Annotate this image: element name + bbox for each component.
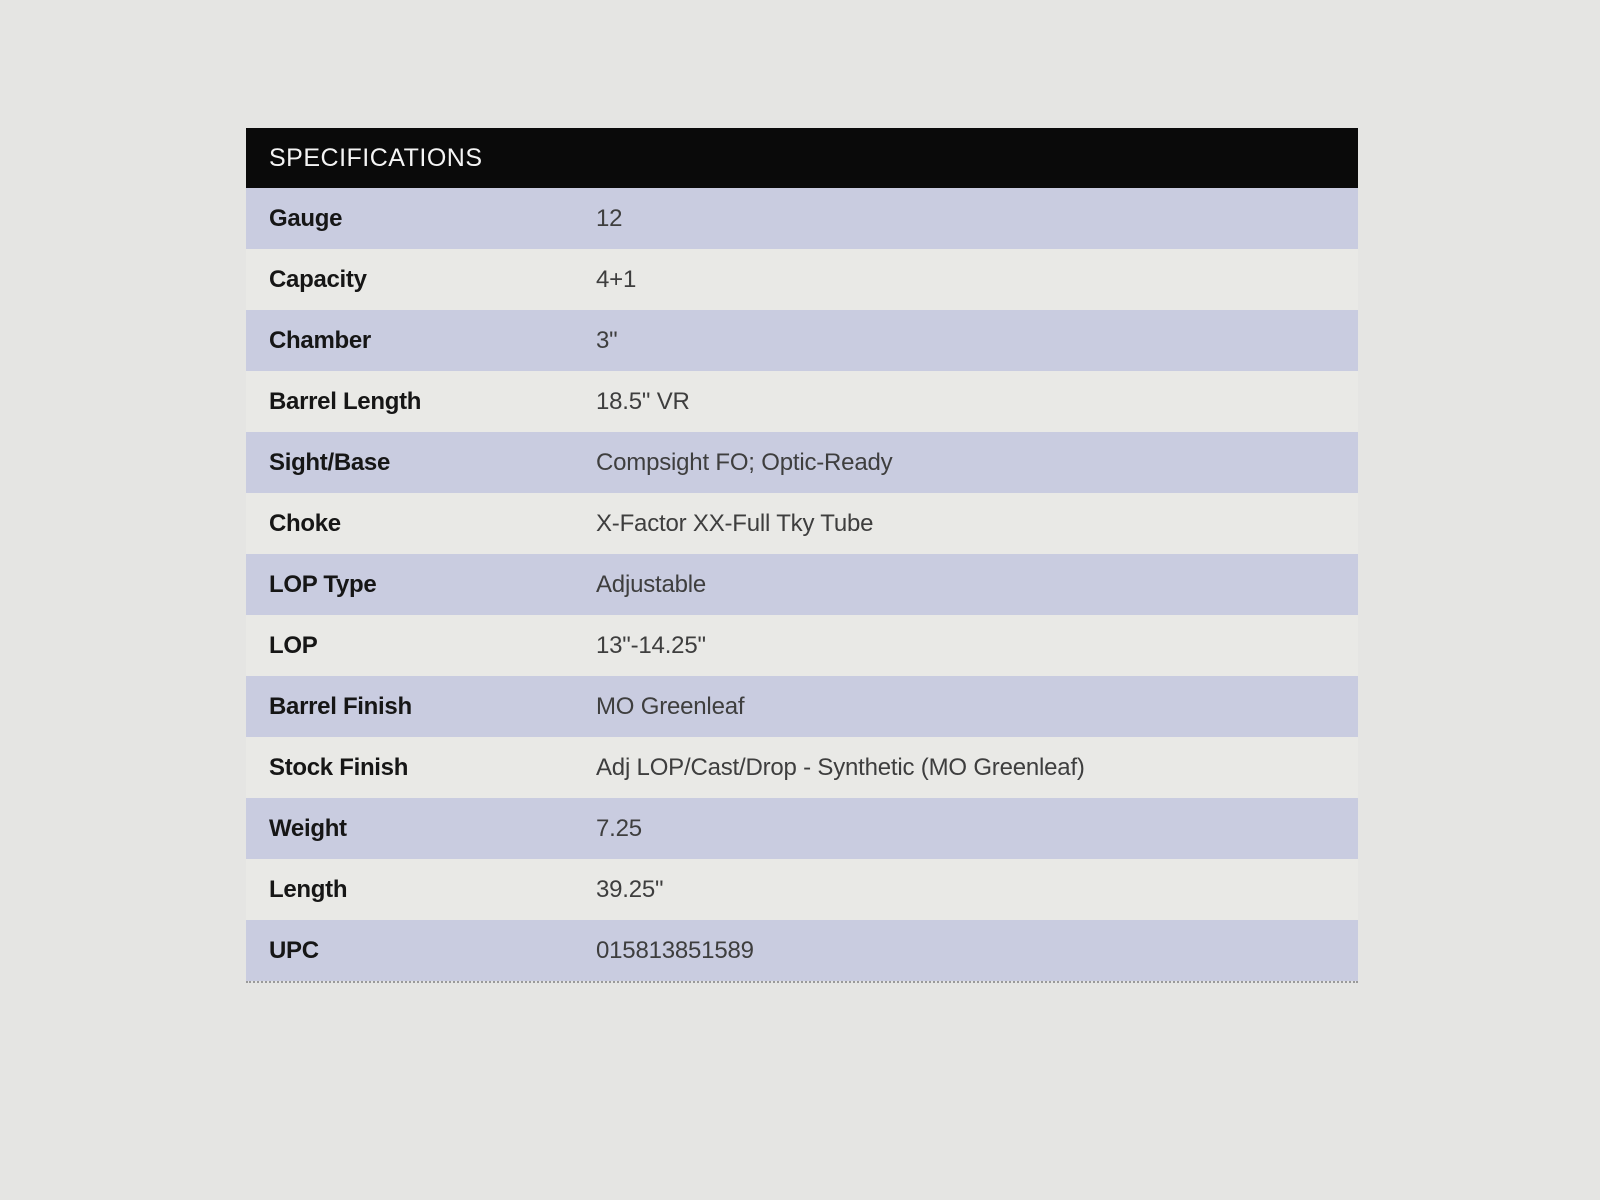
spec-label: LOP xyxy=(269,631,318,659)
spec-value: Compsight FO; Optic-Ready xyxy=(596,448,893,476)
table-row xyxy=(246,615,1358,676)
spec-label: Chamber xyxy=(269,326,371,354)
spec-value: 4+1 xyxy=(596,265,637,293)
spec-label: Gauge xyxy=(269,204,343,232)
spec-label: UPC xyxy=(269,936,319,964)
spec-label: Weight xyxy=(269,814,347,842)
spec-label: Barrel Length xyxy=(269,387,422,415)
spec-label: Barrel Finish xyxy=(269,692,412,720)
spec-value: Adj LOP/Cast/Drop - Synthetic (MO Greenleaf) xyxy=(596,753,1085,781)
table-row xyxy=(246,371,1358,432)
spec-label: LOP Type xyxy=(269,570,377,598)
spec-value: 18.5" VR xyxy=(596,387,690,415)
table-row xyxy=(246,859,1358,920)
spec-label: Length xyxy=(269,875,348,903)
table-row xyxy=(246,188,1358,249)
table-row xyxy=(246,432,1358,493)
spec-label: Choke xyxy=(269,509,341,537)
spec-value: 12 xyxy=(596,204,623,232)
spec-value: 7.25 xyxy=(596,814,642,842)
spec-value: MO Greenleaf xyxy=(596,692,745,720)
table-row xyxy=(246,920,1358,981)
specifications-table xyxy=(246,128,1358,983)
spec-label: Capacity xyxy=(269,265,367,293)
table-row xyxy=(246,737,1358,798)
spec-value: 015813851589 xyxy=(596,936,754,964)
specifications-rows xyxy=(246,188,1358,981)
table-row xyxy=(246,310,1358,371)
spec-value: Adjustable xyxy=(596,570,707,598)
spec-label: Sight/Base xyxy=(269,448,391,476)
specifications-header: SPECIFICATIONS xyxy=(246,128,1358,188)
spec-value: 3" xyxy=(596,326,618,354)
table-row xyxy=(246,554,1358,615)
table-row xyxy=(246,493,1358,554)
table-row xyxy=(246,676,1358,737)
table-row xyxy=(246,798,1358,859)
table-row xyxy=(246,249,1358,310)
spec-value: 39.25" xyxy=(596,875,664,903)
spec-label: Stock Finish xyxy=(269,753,409,781)
spec-value: X-Factor XX-Full Tky Tube xyxy=(596,509,874,537)
spec-value: 13"-14.25" xyxy=(596,631,706,659)
